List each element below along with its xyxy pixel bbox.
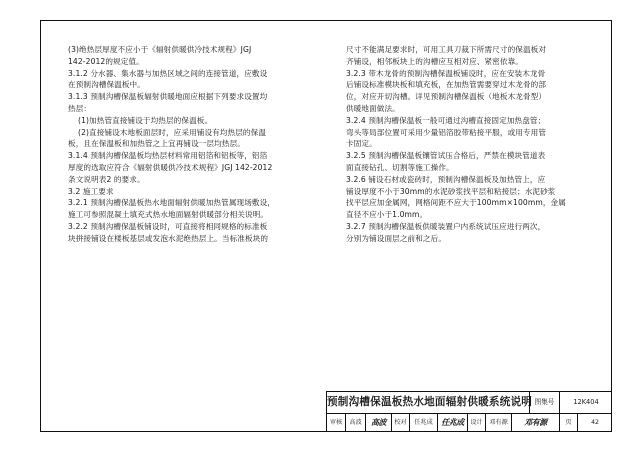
text-line: 3.2 施工要求 xyxy=(68,186,114,196)
text-line: 3.2.1 预制沟槽保温板热水地面辐射供暖加热管属现场敷设， xyxy=(68,198,275,208)
text-line: 板，且在保温板和加热管之上宜再铺设一层均热层。 xyxy=(68,139,245,149)
text-line: 条文说明表2 的要求。 xyxy=(68,174,145,184)
reviewer-signature: 高波 xyxy=(365,414,391,431)
text-line: (2)直接铺设木地板面层时，应采用铺设有均热层的保温 xyxy=(78,127,267,137)
text-line: 3.1.3 预制沟槽保温板辐射供暖地面应根据下列要求设置均 xyxy=(68,92,268,102)
text-line: 弯头等局部位置可采用少量铝箔胶带粘接平服，或用专用管 xyxy=(346,127,547,137)
text-line: 尺寸不能满足要求时，可用工具刀裁下所需尺寸的保温板对 xyxy=(346,45,547,54)
page-number: 42 xyxy=(577,414,612,431)
text-line: 后铺设标准模块板和填充板，在加热管需要穿过木龙骨的部 xyxy=(346,80,547,90)
title-block xyxy=(326,391,612,432)
text-line: 齐铺设，相邻板块上的沟槽应互相对应、紧密依靠。 xyxy=(346,56,523,66)
designer-name: 邓有源 xyxy=(485,414,511,431)
text-line: 3.2.2 预制沟槽保温板铺设时，可直接将相同规格的标准板 xyxy=(68,221,268,231)
text-line: 3.2.6 铺设石材或瓷砖时，预制沟槽保温板及加热管上，应 xyxy=(346,174,546,184)
drawing-title: 预制沟槽保温板热水地面辐射供暖系统说明 xyxy=(327,396,533,408)
checker-signature: 任兆成 xyxy=(437,414,467,431)
text-line: (3)绝热层厚度不应小于《辐射供暖供冷技术规程》JGJ xyxy=(68,45,252,54)
left-text-column xyxy=(68,44,326,245)
text-line: 块拼接铺设在楼板基层或发泡水泥绝热层上。当标准板块的 xyxy=(68,233,269,243)
text-line: 铺设厚度不小于30mm的水泥砂浆找平层和粘接层；水泥砂浆 xyxy=(346,186,556,196)
text-line: (1)加热管直接铺设于均热层的保温板。 xyxy=(78,115,213,125)
page-label: 页 xyxy=(559,414,577,431)
text-line: 供暖地面做法。 xyxy=(346,103,400,113)
atlas-number: 12K404 xyxy=(559,392,612,413)
text-line: 3.1.4 预制沟槽保温板均热层材料常用铝箔和铝板等，铝箔 xyxy=(68,151,268,161)
checker-name: 任兆成 xyxy=(409,414,437,431)
text-line: 3.2.3 带木龙骨的预制沟槽保温板铺设时，应在安装木龙骨 xyxy=(346,68,546,78)
text-line: 3.2.4 预制沟槽保温板一般可通过沟槽直接固定加热盘管； xyxy=(346,115,546,125)
title-block-row-top xyxy=(327,392,612,414)
text-line: 3.2.7 预制沟槽保温板供暖装置户内系统试压应进行两次， xyxy=(346,221,546,231)
review-label: 审核 xyxy=(329,419,343,426)
text-line: 位，对应开切沟槽。详见预制沟槽保温板（地板木龙骨型） xyxy=(346,92,547,102)
text-line: 施工可参照混凝土填充式热水地面辐射供暖部分相关说明。 xyxy=(68,210,269,220)
text-line: 142-2012的规定值。 xyxy=(68,56,144,66)
reviewer-name: 高波 xyxy=(345,414,365,431)
designer-signature: 邓有源 xyxy=(511,414,559,431)
text-line: 找平层应加金属网，网格间距不应大于100mm×100mm，金属 xyxy=(346,198,566,208)
text-line: 3.2.5 预制沟槽保温板镶管试压合格后，严禁在模块管道表 xyxy=(346,151,546,161)
text-line: 3.1.2 分水器、集水器与加热区域之间的连接管道，应敷设 xyxy=(68,68,268,78)
text-line: 在预制沟槽保温板中。 xyxy=(68,80,145,90)
text-line: 分别为铺设面层之前和之后。 xyxy=(346,233,447,243)
atlas-number-label: 图集号 xyxy=(529,392,559,413)
text-line: 面直接钻孔、切割等施工操作。 xyxy=(346,162,454,172)
text-line: 热层： xyxy=(68,103,92,113)
right-text-column xyxy=(346,44,586,245)
title-block-row-bottom xyxy=(327,414,612,431)
text-line: 厚度的选取应符合《辐射供暖供冷技术规程》JGJ 142-2012 xyxy=(68,162,273,172)
text-line: 卡固定。 xyxy=(346,139,377,149)
check-label: 校对 xyxy=(391,414,409,431)
text-line: 直径不应小于1.0mm。 xyxy=(346,210,428,220)
design-label: 设计 xyxy=(467,414,485,431)
